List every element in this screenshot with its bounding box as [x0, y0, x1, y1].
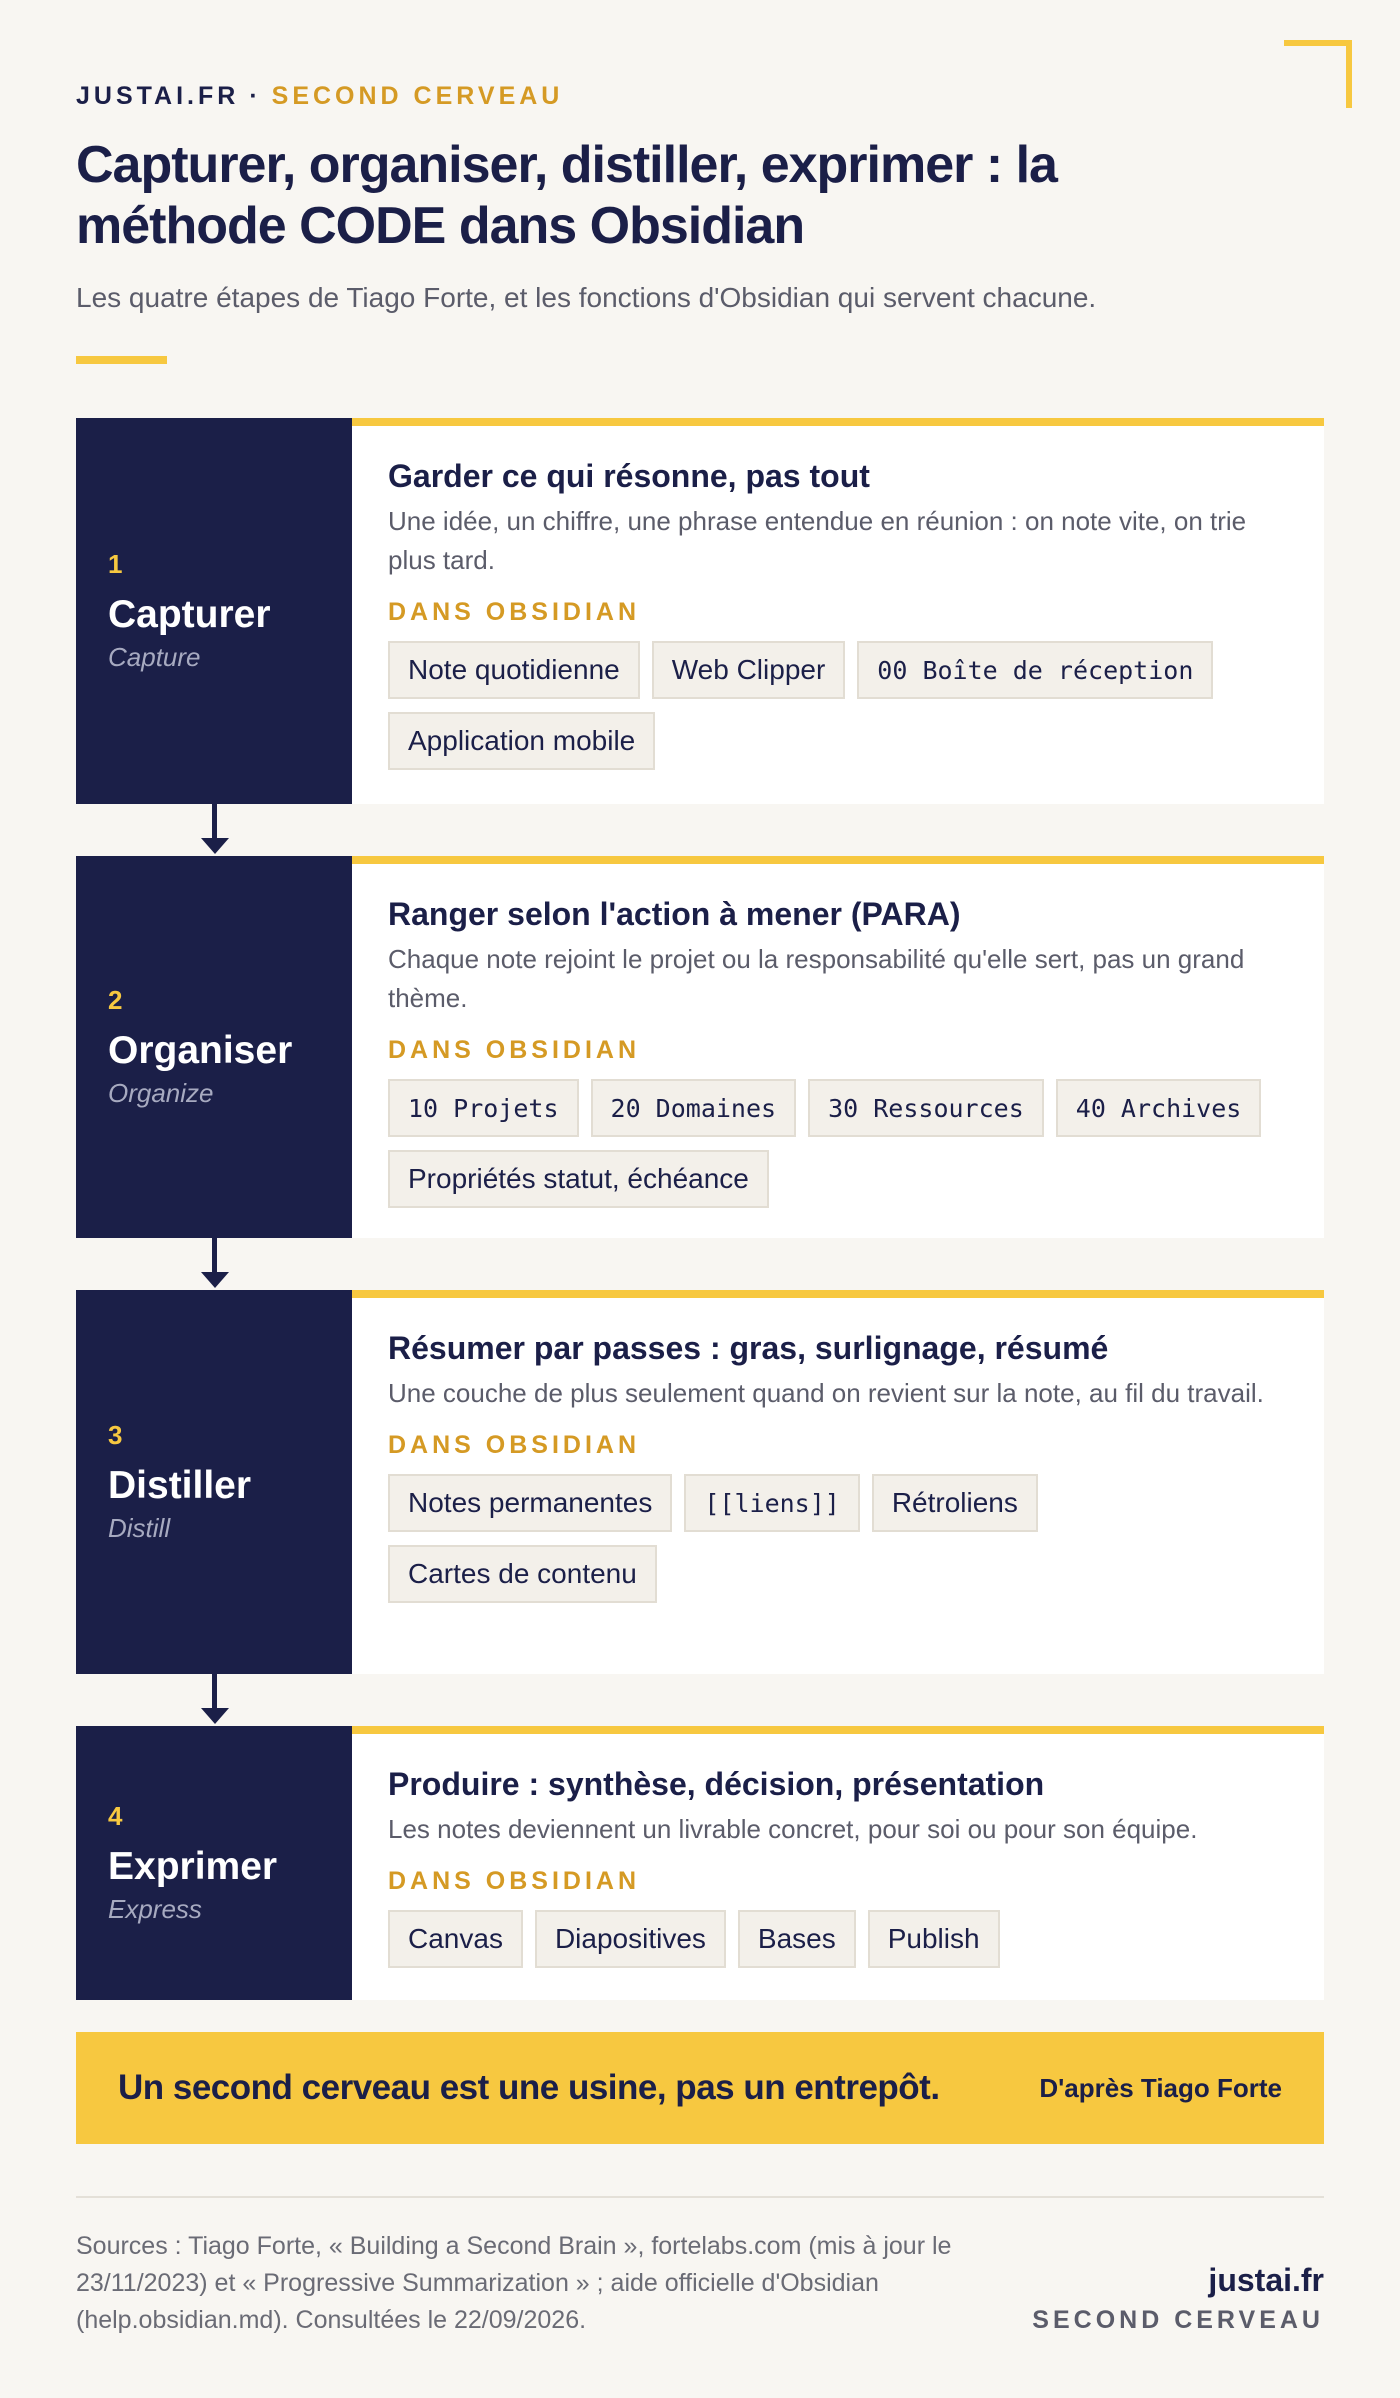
page-title: Capturer, organiser, distiller, exprimer : la méthode CODE dans Obsidian [76, 136, 1057, 255]
step-description: Une couche de plus seulement quand on revient sur la note, au fil du travail. [388, 1378, 1264, 1408]
feature-chips [388, 1474, 1288, 1616]
step-number: 4 [108, 1801, 123, 1831]
step-heading: Résumer par passes : gras, surlignage, résumé [388, 1330, 1109, 1366]
step-heading: Ranger selon l'action à mener (PARA) [388, 896, 961, 932]
chip-boite-de-reception: 00 Boîte de réception [857, 641, 1213, 699]
chip-diapositives: Diapositives [535, 1910, 726, 1968]
chip-retroliens: Rétroliens [872, 1474, 1038, 1532]
chip-publish: Publish [868, 1910, 1000, 1968]
step-english-name: Capture [108, 642, 201, 672]
arrow-down-icon [214, 1674, 216, 1726]
step-name: Exprimer [108, 1845, 278, 1888]
quote-attribution: D'après Tiago Forte [1039, 2072, 1282, 2103]
quote-banner [76, 2032, 1324, 2144]
step-body [352, 1726, 1324, 2000]
step-english-name: Express [108, 1894, 202, 1924]
step-description: Une idée, un chiffre, une phrase entendue en réunion : on note vite, on trie plus tard. [388, 506, 1247, 575]
in-obsidian-label: DANS OBSIDIAN [388, 1431, 641, 1459]
arrow-down-icon [214, 804, 216, 856]
step-number: 2 [108, 985, 123, 1015]
in-obsidian-label: DANS OBSIDIAN [388, 598, 641, 626]
feature-chips [388, 1910, 1288, 1981]
chip-archives: 40 Archives [1056, 1079, 1262, 1137]
step-capturer [76, 418, 1324, 804]
step-name: Distiller [108, 1464, 252, 1507]
page-subtitle: Les quatre étapes de Tiago Forte, et les fonctions d'Obsidian qui servent chacune. [76, 282, 1097, 313]
chip-domaines: 20 Domaines [591, 1079, 797, 1137]
in-obsidian-label: DANS OBSIDIAN [388, 1036, 641, 1064]
step-name: Organiser [108, 1029, 293, 1072]
feature-chips [388, 1079, 1288, 1221]
step-body [352, 418, 1324, 804]
feature-chips [388, 641, 1288, 783]
step-description: Les notes deviennent un livrable concret, pour soi ou pour son équipe. [388, 1814, 1198, 1844]
step-exprimer [76, 1726, 1324, 2000]
step-side-panel [76, 418, 352, 804]
chip-liens: [[liens]] [684, 1474, 859, 1532]
step-english-name: Organize [108, 1078, 214, 1108]
footer-divider [76, 2196, 1324, 2198]
chip-notes-permanentes: Notes permanentes [388, 1474, 672, 1532]
step-heading: Produire : synthèse, décision, présentation [388, 1766, 1045, 1802]
step-side-panel [76, 1726, 352, 2000]
step-english-name: Distill [108, 1513, 171, 1543]
chip-ressources: 30 Ressources [808, 1079, 1044, 1137]
kicker-separator: · [249, 82, 262, 110]
kicker-site: JUSTAI.FR [76, 82, 240, 110]
kicker-section: SECOND CERVEAU [271, 82, 564, 110]
step-number: 1 [108, 549, 123, 579]
arrow-down-icon [214, 1238, 216, 1290]
step-side-panel [76, 856, 352, 1238]
corner-bracket-decoration [1284, 40, 1352, 108]
step-organiser [76, 856, 1324, 1238]
in-obsidian-label: DANS OBSIDIAN [388, 1867, 641, 1895]
quote-text: Un second cerveau est une usine, pas un entrepôt. [118, 2068, 940, 2107]
step-distiller [76, 1290, 1324, 1674]
chip-application-mobile: Application mobile [388, 712, 655, 770]
chip-projets: 10 Projets [388, 1079, 579, 1137]
footer-brand: justai.fr [1208, 2262, 1324, 2298]
sources-text: Sources : Tiago Forte, « Building a Second Brain », fortelabs.com (mis à jour le 23/11/2023) et « Progressive Summarization » ; aide officielle d'Obsidian (help.obsidian.md). Consultées le 22/09/2026. [76, 2232, 952, 2334]
chip-cartes-de-contenu: Cartes de contenu [388, 1545, 657, 1603]
step-number: 3 [108, 1420, 123, 1450]
chip-proprietes: Propriétés statut, échéance [388, 1150, 769, 1208]
step-side-panel [76, 1290, 352, 1674]
step-heading: Garder ce qui résonne, pas tout [388, 458, 870, 494]
step-body [352, 1290, 1324, 1674]
footer-brand-subtitle: SECOND CERVEAU [1032, 2306, 1324, 2334]
chip-canvas: Canvas [388, 1910, 523, 1968]
step-description: Chaque note rejoint le projet ou la responsabilité qu'elle sert, pas un grand thème. [388, 944, 1245, 1013]
chip-note-quotidienne: Note quotidienne [388, 641, 640, 699]
step-body [352, 856, 1324, 1238]
step-name: Capturer [108, 593, 271, 636]
chip-bases: Bases [738, 1910, 856, 1968]
chip-web-clipper: Web Clipper [652, 641, 846, 699]
kicker [76, 82, 563, 111]
title-underline [76, 356, 167, 364]
